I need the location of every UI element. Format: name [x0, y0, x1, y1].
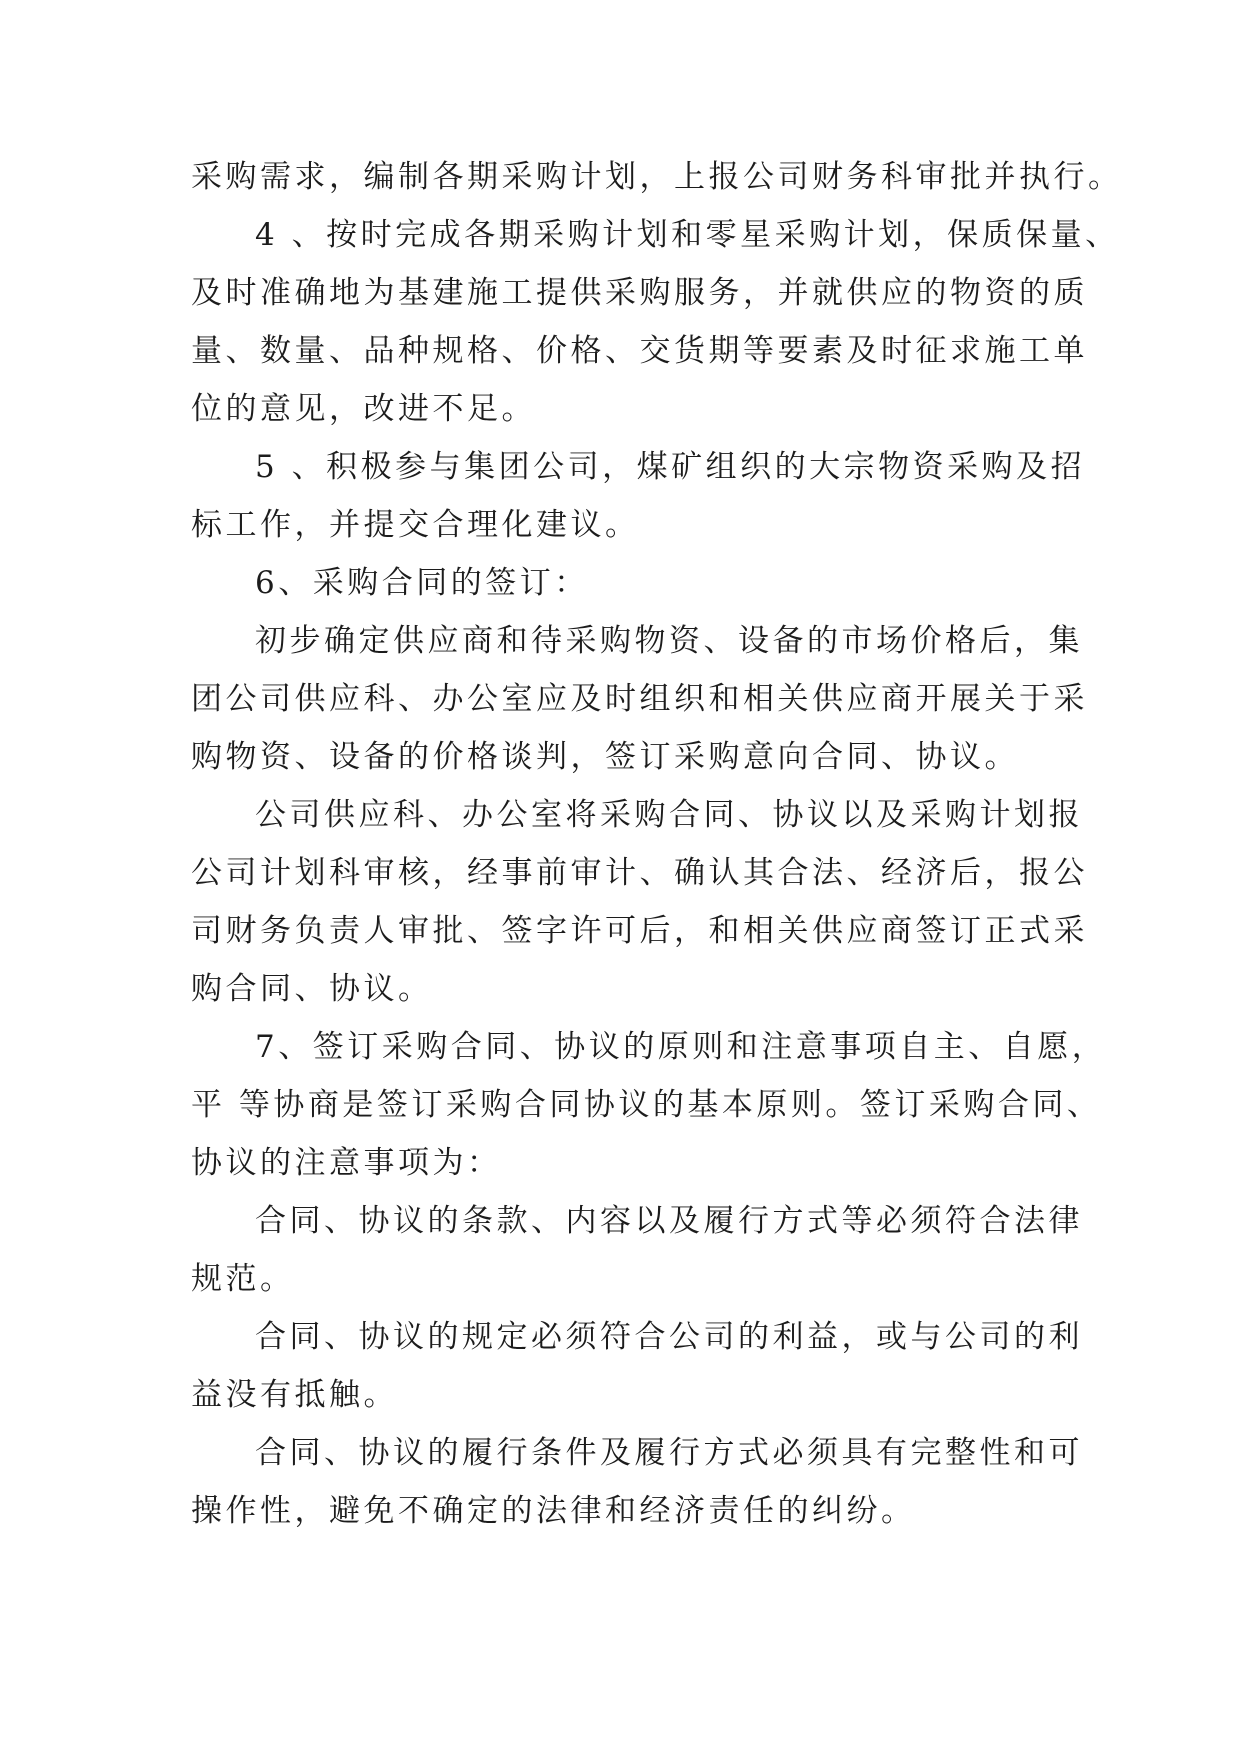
- paragraph-continuation: [191, 148, 1123, 206]
- text-line: 合同、协议的规定必须符合公司的利益，或与公司的利: [255, 1319, 1083, 1355]
- paragraph-supplier-negotiation: [191, 612, 1088, 786]
- text-line: 初步确定供应商和待采购物资、设备的市场价格后，集: [255, 623, 1083, 659]
- text-line: 量、数量、品种规格、价格、交货期等要素及时征求施工单: [191, 333, 1088, 369]
- text-line: 及时准确地为基建施工提供采购服务，并就供应的物资的质: [191, 275, 1088, 311]
- text-line: 协议的注意事项为：: [191, 1145, 502, 1181]
- text-line: 7、签订采购合同、协议的原则和注意事项自主、自愿，: [255, 1029, 1107, 1065]
- paragraph-company-interest: [191, 1308, 1083, 1424]
- text-line: 4 、按时完成各期采购计划和零星采购计划，保质保量、: [255, 217, 1120, 253]
- paragraph-contract-approval: [191, 786, 1088, 1018]
- text-line: 司财务负责人审批、签字许可后，和相关供应商签订正式采: [191, 913, 1088, 949]
- paragraph-operability: [191, 1424, 1083, 1540]
- text-line: 合同、协议的履行条件及履行方式必须具有完整性和可: [255, 1435, 1083, 1471]
- text-line: 合同、协议的条款、内容以及履行方式等必须符合法律: [255, 1203, 1083, 1239]
- body-text: [191, 148, 1123, 1540]
- text-line: 操作性，避免不确定的法律和经济责任的纠纷。: [191, 1493, 916, 1529]
- paragraph-legal-compliance: [191, 1192, 1083, 1308]
- paragraph-item-5: [191, 438, 1086, 554]
- text-line: 标工作，并提交合理化建议。: [191, 507, 640, 543]
- text-line: 6、采购合同的签订：: [255, 565, 589, 601]
- paragraph-item-6: [191, 554, 1071, 612]
- paragraph-item-7: [191, 1018, 1107, 1192]
- text-line: 益没有抵触。: [191, 1377, 398, 1413]
- text-line: 规范。: [191, 1261, 295, 1297]
- text-line: 购合同、协议。: [191, 971, 433, 1007]
- text-line: 公司供应科、办公室将采购合同、协议以及采购计划报: [255, 797, 1083, 833]
- text-line: 位的意见，改进不足。: [191, 391, 536, 427]
- paragraph-item-4: [191, 206, 1120, 438]
- text-line: 5 、积极参与集团公司，煤矿组织的大宗物资采购及招: [255, 449, 1086, 485]
- text-line: 采购需求，编制各期采购计划，上报公司财务科审批并执行。: [191, 159, 1123, 195]
- text-line: 团公司供应科、办公室应及时组织和相关供应商开展关于采: [191, 681, 1088, 717]
- text-line: 平 等协商是签订采购合同协议的基本原则。签订采购合同、: [191, 1087, 1102, 1123]
- text-line: 公司计划科审核，经事前审计、确认其合法、经济后，报公: [191, 855, 1088, 891]
- text-line: 购物资、设备的价格谈判，签订采购意向合同、协议。: [191, 739, 1019, 775]
